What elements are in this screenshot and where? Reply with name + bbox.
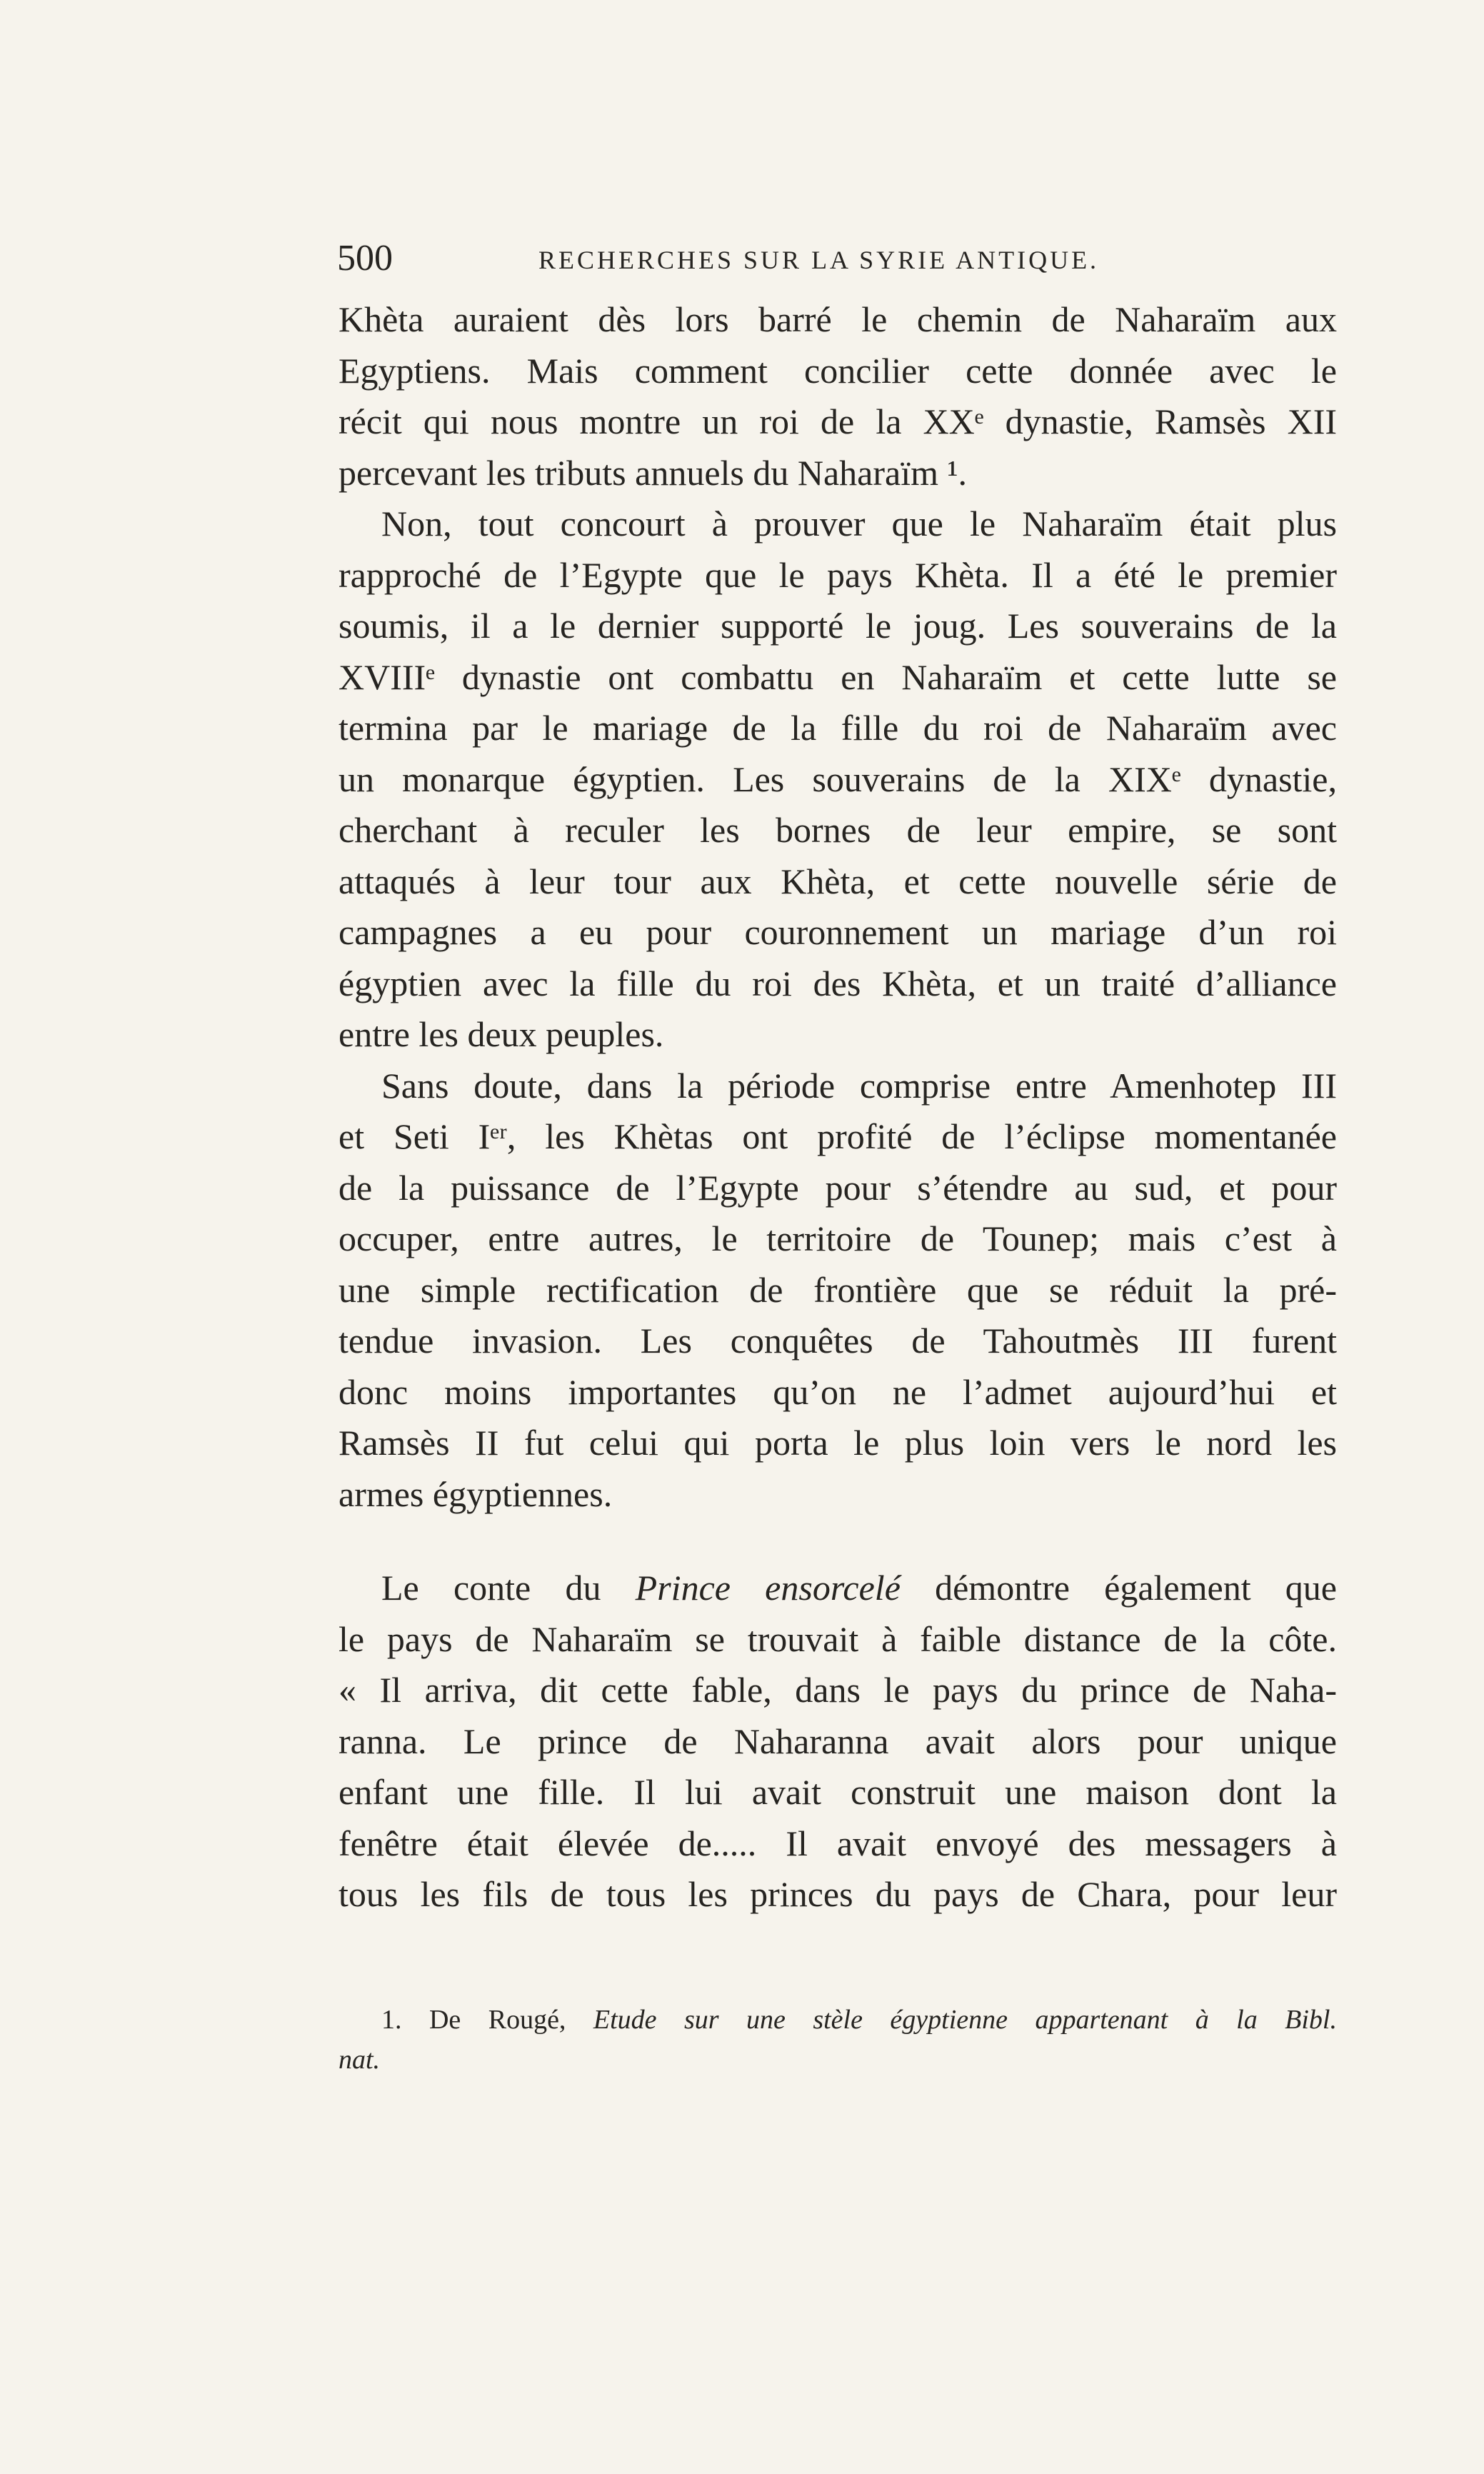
text-line: Non, tout concourt à prouver que le Naharaïm était plus (381, 504, 1337, 544)
text-line: cherchant à reculer les bornes de leur empire, se sont (339, 810, 1337, 850)
text-line: une simple rectification de frontière que se réduit la pré- (339, 1269, 1337, 1310)
text-line (339, 1563, 1337, 1614)
paragraph-1 (339, 294, 1337, 499)
text-line: Sans doute, dans la période comprise entre Amenhotep III (381, 1065, 1337, 1106)
text-line: rapproché de l’Egypte que le pays Khèta. Il a été le premier (339, 554, 1337, 595)
footnote-line (339, 2000, 1337, 2040)
text-line: percevant les tributs annuels du Naharaïm ¹. (339, 452, 967, 493)
text-line: tendue invasion. Les conquêtes de Tahoutmès III furent (339, 1321, 1337, 1361)
body-text (339, 294, 1337, 1920)
text-line: fenêtre était élevée de..... Il avait envoyé des messagers à (339, 1823, 1337, 1863)
text-line: Ramsès II fut celui qui porta le plus loin vers le nord les (339, 1423, 1337, 1463)
text-line: tous les fils de tous les princes du pays de Chara, pour leur (339, 1874, 1337, 1914)
text-line: armes égyptiennes. (339, 1473, 613, 1514)
text-line: le pays de Naharaïm se trouvait à faible distance de la côte. (339, 1618, 1337, 1659)
text-line: égyptien avec la fille du roi des Khèta, et un traité d’alliance (339, 963, 1337, 1003)
paragraph-4 (339, 1563, 1337, 1920)
footnote-title: Etude sur une stèle égyptienne appartenant à la Bibl. (593, 2005, 1337, 2035)
text-line: Khèta auraient dès lors barré le chemin de Naharaïm aux (339, 299, 1337, 339)
text-line: donc moins importantes qu’on ne l’admet aujourd’hui et (339, 1371, 1337, 1412)
italic-title: Prince ensorcelé (635, 1568, 901, 1608)
text-line: termina par le mariage de la fille du roi de Naharaïm avec (339, 708, 1337, 748)
page-number: 500 (337, 238, 393, 279)
text-line: entre les deux peuples. (339, 1014, 664, 1054)
text-line: et Seti Iᵉʳ, les Khètas ont profité de l’éclipse momentanée (339, 1116, 1337, 1156)
text-line: récit qui nous montre un roi de la XXᵉ dynastie, Ramsès XII (339, 401, 1337, 441)
text-line: de la puissance de l’Egypte pour s’étendre au sud, et pour (339, 1167, 1337, 1208)
text-line: attaqués à leur tour aux Khèta, et cette nouvelle série de (339, 861, 1337, 901)
text-run: Le conte du (381, 1568, 636, 1608)
text-line: campagnes a eu pour couronnement un mariage d’un roi (339, 912, 1337, 952)
paragraph-2 (339, 499, 1337, 1061)
text-line: « Il arriva, dit cette fable, dans le pays du prince de Naha- (339, 1670, 1337, 1710)
footnote (339, 2000, 1337, 2080)
text-line: XVIIIᵉ dynastie ont combattu en Naharaïm et cette lutte se (339, 656, 1337, 697)
text-line: occuper, entre autres, le territoire de Tounep; mais c’est à (339, 1218, 1337, 1258)
footnote-author: De Rougé, (401, 2005, 593, 2035)
text-line: enfant une fille. Il lui avait construit une maison dont la (339, 1772, 1337, 1812)
section-gap (339, 1520, 1337, 1563)
text-run: démontre également que (900, 1568, 1337, 1608)
running-head: RECHERCHES SUR LA SYRIE ANTIQUE. (538, 246, 1100, 274)
footnote-line (339, 2040, 1337, 2080)
text-line: Egyptiens. Mais comment concilier cette donnée avec le (339, 350, 1337, 391)
paragraph-3 (339, 1061, 1337, 1521)
page-header (337, 236, 1337, 281)
text-line: ranna. Le prince de Naharanna avait alors pour unique (339, 1721, 1337, 1761)
text-line: soumis, il a le dernier supporté le joug. Les souverains de la (339, 606, 1337, 646)
footnote-number: 1. (381, 2005, 402, 2035)
footnote-title-cont: nat. (339, 2045, 381, 2075)
text-line: un monarque égyptien. Les souverains de la XIXᵉ dynastie, (339, 758, 1337, 799)
